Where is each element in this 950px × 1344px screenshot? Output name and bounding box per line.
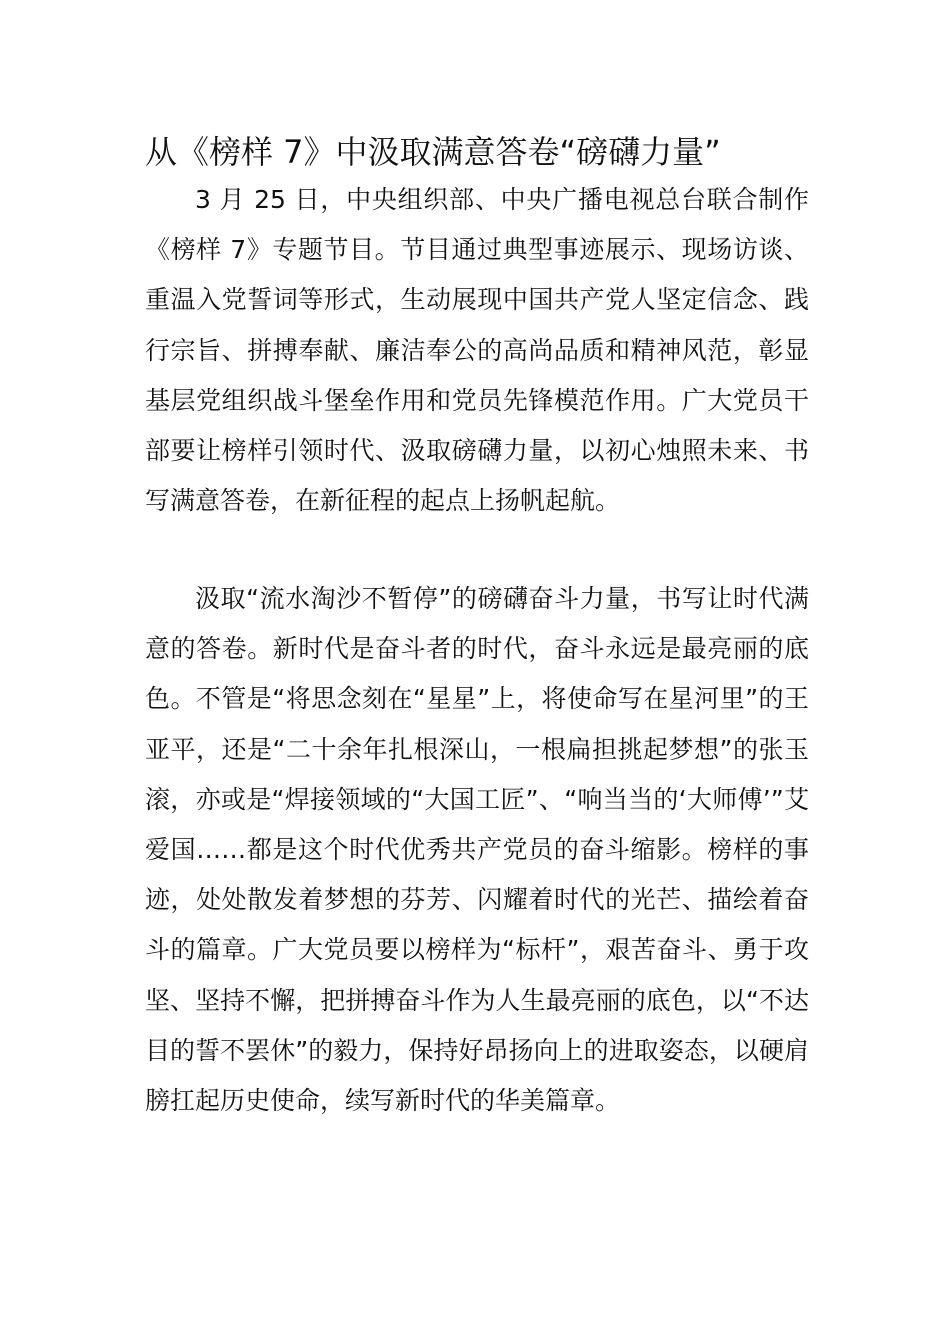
document-title: 从《榜样 7》中汲取满意答卷“磅礴力量” bbox=[145, 133, 721, 171]
paragraph-intro: 3 月 25 日，中央组织部、中央广播电视总台联合制作《榜样 7》专题节目。节目通过典型事迹展示、现场访谈、重温入党誓词等形式，生动展现中国共产党人坚定信念、践行宗旨、拼搏奉献、廉洁奉公的高尚品质和精神风范，彰显基层党组织战斗堡垒作用和党员先锋模范作用。广大党员干部要让榜样引领时代、汲取磅礴力量，以初心烛照未来、书写满意答卷，在新征程的起点上扬帆起航。 bbox=[145, 185, 809, 516]
paragraph-struggle: 汲取“流水淘沙不暂停”的磅礴奋斗力量，书写让时代满意的答卷。新时代是奋斗者的时代，奋斗永远是最亮丽的底色。不管是“将思念刻在“星星”上，将使命写在星河里”的王亚平，还是“二十余年扎根深山，一根扁担挑起梦想”的张玉滚，亦或是“焊接领域的“大国工匠”、“响当当的‘大师傅’”艾爱国……都是这个时代优秀共产党员的奋斗缩影。榜样的事迹，处处散发着梦想的芬芳、闪耀着时代的光芒、描绘着奋斗的篇章。广大党员要以榜样为“标杆”，艰苦奋斗、勇于攻坚、坚持不懈，把拼搏奋斗作为人生最亮丽的底色，以“不达目的誓不罢休”的毅力，保持好昂扬向上的进取姿态，以硬肩膀扛起历史使命，续写新时代的华美篇章。 bbox=[145, 584, 809, 1116]
